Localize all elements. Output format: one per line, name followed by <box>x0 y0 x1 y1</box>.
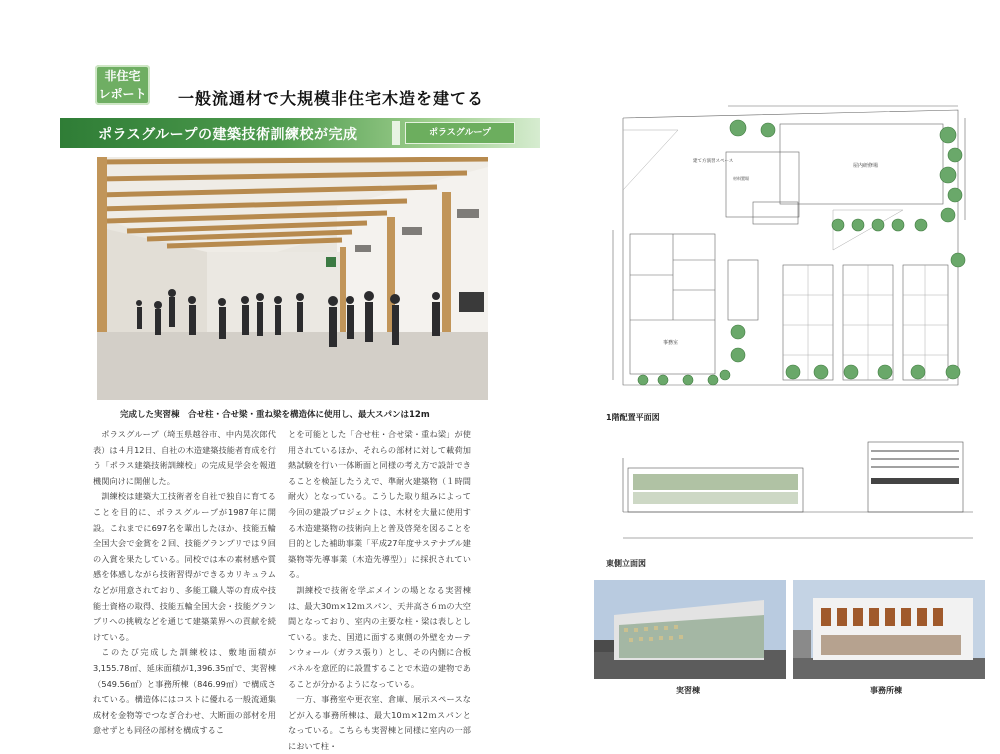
headline: 一般流通材で大規模非住宅木造を建てる <box>178 89 485 108</box>
paragraph: とを可能とした「合せ柱・合せ梁・重ね梁」が使用されているほか、それらの部材に対して載荷加熱試験を行い一体断面と同様の考え方で設計できることを検証したうえで、準耐火建築物（１時間耐火）となっている。こうした取り組みによって今回の建設プロジェクトは、木材を大量に使用する木造建築物の技術向上と普及啓発を図ることを目的とした補助事業「平成27年度サステナブル建築物等先導事業（木造先導型）」に採択されている。 <box>288 429 471 580</box>
paragraph: このたび完成した訓練校は、敷地面積が3,155.78㎡、延床面積が1,396.35㎡で、実習棟（549.56㎡）と事務所棟（846.99㎡）で構成されている。構造体にはコストに優れる一般流通集成材を金物等でつなぎ合わせ、大断面の部材を用意せずとも同径の部材を構成するこ <box>93 647 276 736</box>
report-tag <box>95 65 150 105</box>
paragraph: ポラスグループ（埼玉県越谷市、中内晃次郎代表）は４月12日、自社の木造建築技能者育成を行う「ポラス建築技術訓練校」の完成見学会を報道機関向けに開催した。 <box>93 429 276 486</box>
plan-label-office: 事務室 <box>663 340 679 346</box>
training-building-photo <box>594 580 786 679</box>
office-building-caption: 事務所棟 <box>870 686 902 695</box>
plan-label-workshop: 屋内研修場 <box>853 163 879 169</box>
plan-label-tool: 材料置場 <box>733 176 749 181</box>
photo-caption: 完成した実習棟 合せ柱・合せ梁・重ね梁を構造体に使用し、最大スパンは12m <box>120 410 430 420</box>
banner-title: ポラスグループの建築技術訓練校が完成 <box>98 127 358 143</box>
article-column-2 <box>288 427 471 754</box>
plan-label-exhibit: 建て方演習スペース <box>693 159 734 164</box>
tag-line1: 非住宅 <box>104 69 141 83</box>
site-plan-drawing <box>603 100 976 397</box>
interior-photo <box>97 157 488 400</box>
training-building-caption: 実習棟 <box>676 686 700 695</box>
tag-line2: レポート <box>98 87 147 101</box>
paragraph: 一方、事務室や更衣室、倉庫、展示スペースなどが入る事務所棟は、最大10ｍ×12ｍスパンとなっている。こちらも実習棟と同様に室内の一部において柱・ <box>288 694 471 751</box>
office-building-photo <box>793 580 985 679</box>
article-column-1 <box>93 427 276 739</box>
banner-org-label: ポラスグループ <box>405 122 515 144</box>
elevation-title: 東側立面図 <box>606 559 646 568</box>
plan-title: 1階配置平面図 <box>606 413 660 422</box>
paragraph: 訓練校は建築大工技術者を自社で独自に育てることを目的に、ポラスグループが1987年に開設。これまでに697名を輩出したほか、技能五輪全国大会で金賞を２回、技能グランプリでは９回の入賞を果たしている。同校では本の素材感や質感を体感しながら技術習得ができるカリキュラムなどが用意されており、多能工職人等の育成や技能士資格の取得、技能五輪全国大会・技能グランプリへの挑戦などを通じて建築業界への貢献を続けている。 <box>93 491 276 642</box>
banner-stripe <box>392 121 400 145</box>
east-elevation-drawing <box>603 430 976 550</box>
paragraph: 訓練校で技術を学ぶメインの場となる実習棟は、最大30ｍ×12ｍスパン、天井高さ６ｍの大空間となっており、室内の主要な柱・梁は表しとしている。また、国道に面する東側の外壁をカーテンウォール（ガラス張り）とし、その内側に合板パネルを意匠的に設置することで木造の建物であることが分かるようになっている。 <box>288 584 471 689</box>
